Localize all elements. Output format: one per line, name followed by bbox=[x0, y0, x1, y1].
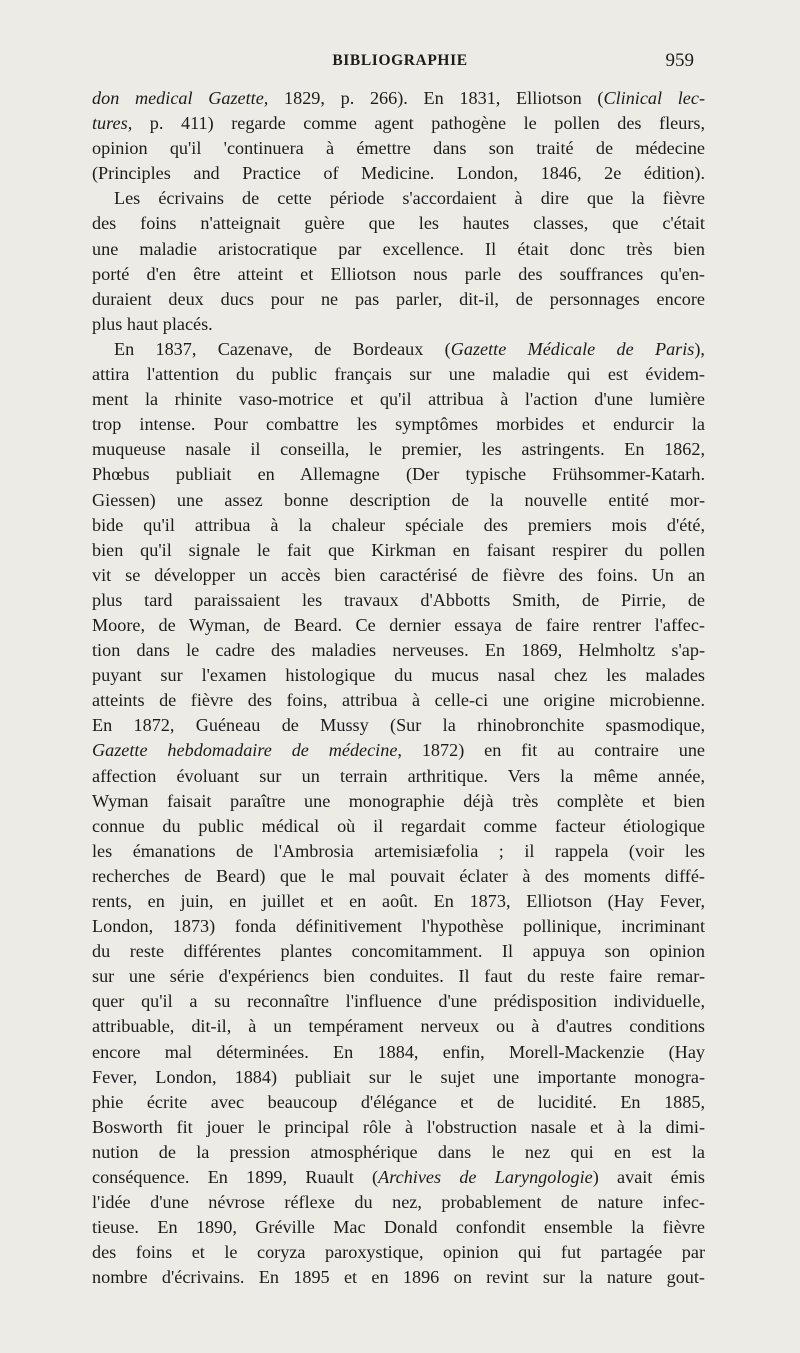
text-line bbox=[92, 1090, 705, 1115]
text-run: Phœbus publiait en Allemagne (Der typische Frühsommer-Katarh. bbox=[92, 464, 705, 485]
text-run: En 1837, Cazenave, de Bordeaux ( bbox=[114, 338, 451, 359]
text-run: Moore, de Wyman, de Beard. Ce dernier essaya de faire rentrer l'affec- bbox=[92, 614, 705, 635]
text-run: duraient deux ducs pour ne pas parler, dit-il, de personnages encore bbox=[92, 288, 705, 309]
text-line bbox=[92, 262, 705, 287]
text-run: attribuable, dit-il, à un tempérament nerveux ou à d'autres conditions bbox=[92, 1016, 705, 1037]
text-line bbox=[92, 588, 705, 613]
text-line bbox=[92, 211, 705, 236]
text-run: p. 411) regarde comme agent pathogène le pollen des fleurs, bbox=[132, 113, 705, 134]
text-line bbox=[92, 989, 705, 1014]
text-line bbox=[92, 237, 705, 262]
text-run: nombre d'écrivains. En 1895 et en 1896 on revint sur la nature gout- bbox=[92, 1267, 705, 1288]
text-run: une maladie aristocratique par excellence. Il était donc très bien bbox=[92, 238, 705, 259]
text-run: plus tard paraissaient les travaux d'Abbotts Smith, de Pirrie, de bbox=[92, 589, 705, 610]
text-line bbox=[92, 1190, 705, 1215]
text-run: Bosworth fit jouer le principal rôle à l'obstruction nasale et à la dimi- bbox=[92, 1116, 705, 1137]
body-text bbox=[92, 86, 705, 1291]
text-line bbox=[92, 437, 705, 462]
text-run: quer qu'il a su reconnaître l'influence d'une prédisposition individuelle, bbox=[92, 991, 705, 1012]
text-line bbox=[92, 964, 705, 989]
italic-text: Clinical lec- bbox=[603, 88, 705, 108]
text-run: vit se développer un accès bien caractérisé de fièvre des foins. Un an bbox=[92, 564, 705, 585]
text-line bbox=[92, 839, 705, 864]
text-run: plus haut placés. bbox=[92, 313, 213, 334]
text-line bbox=[92, 814, 705, 839]
text-run: tieuse. En 1890, Gréville Mac Donald confondit ensemble la fièvre bbox=[92, 1217, 705, 1238]
text-line bbox=[92, 1115, 705, 1140]
text-line bbox=[92, 412, 705, 437]
text-line bbox=[92, 1065, 705, 1090]
text-line bbox=[92, 488, 705, 513]
text-run: 1872) en fit au contraire une bbox=[401, 740, 705, 761]
text-run: Les écrivains de cette période s'accordaient à dire que la fièvre bbox=[114, 188, 705, 209]
italic-text: tures, bbox=[92, 113, 133, 134]
text-line bbox=[92, 337, 705, 362]
text-line bbox=[92, 663, 705, 688]
text-line bbox=[92, 889, 705, 914]
text-run: ment la rhinite vaso-motrice et qu'il attribua à l'action d'une lumière bbox=[92, 389, 705, 410]
text-run: ) avait émis bbox=[592, 1167, 705, 1188]
text-line bbox=[92, 1215, 705, 1240]
text-line bbox=[92, 387, 705, 412]
text-run: rents, en juin, en juillet et en août. En 1873, Elliotson (Hay Fever, bbox=[92, 891, 705, 911]
text-line bbox=[92, 1165, 705, 1190]
text-line bbox=[92, 538, 705, 563]
text-run: Fever, London, 1884) publiait sur le sujet une importante monogra- bbox=[92, 1066, 705, 1087]
italic-text: Gazette hebdomadaire de médecine, bbox=[92, 740, 402, 761]
text-run: bien qu'il signale le fait que Kirkman en faisant respirer du pollen bbox=[92, 539, 705, 560]
text-run: opinion qu'il 'continuera à émettre dans son traité de médecine bbox=[92, 138, 705, 159]
text-line bbox=[92, 864, 705, 889]
text-run: affection évoluant sur un terrain arthritique. Vers la même année, bbox=[92, 765, 705, 786]
text-run: nution de la pression atmosphérique dans le nez qui en est la bbox=[92, 1141, 705, 1162]
text-line bbox=[92, 563, 705, 588]
text-run: attira l'attention du public français sur une maladie qui est évidem- bbox=[92, 364, 705, 385]
text-run: En 1872, Guéneau de Mussy (Sur la rhinobronchite spasmodique, bbox=[92, 715, 705, 736]
text-run: des foins n'atteignait guère que les hautes classes, que c'était bbox=[92, 213, 705, 234]
text-line bbox=[92, 638, 705, 663]
text-line bbox=[92, 613, 705, 638]
italic-text: don medical Gazette, bbox=[92, 88, 269, 108]
italic-text: Archives de Laryngologie bbox=[378, 1167, 593, 1188]
text-run: des foins et le coryza paroxystique, opinion qui fut partagée par bbox=[92, 1242, 705, 1263]
text-line bbox=[92, 136, 705, 161]
text-line bbox=[92, 362, 705, 387]
text-line bbox=[92, 312, 705, 337]
text-line bbox=[92, 738, 705, 763]
text-run: ), bbox=[694, 338, 705, 359]
text-run: puyant sur l'examen histologique du mucus nasal chez les malades bbox=[92, 665, 705, 686]
text-run: tion dans le cadre des maladies nerveuses. En 1869, Helmholtz s'ap- bbox=[92, 640, 705, 661]
text-run: du reste différentes plantes concomitamment. Il appuya son opinion bbox=[92, 941, 705, 962]
text-run: sur une série d'expériencs bien conduites. Il faut du reste faire remar- bbox=[92, 966, 705, 987]
text-line bbox=[92, 161, 705, 186]
running-title: BIBLIOGRAPHIE bbox=[332, 52, 468, 69]
text-run: Giessen) une assez bonne description de la nouvelle entité mor- bbox=[92, 489, 705, 510]
text-run: London, 1873) fonda définitivement l'hypothèse pollinique, incriminant bbox=[92, 916, 705, 937]
text-run: bide qu'il attribua à la chaleur spéciale des premiers mois d'été, bbox=[92, 514, 705, 535]
text-line bbox=[92, 713, 705, 738]
text-line bbox=[92, 939, 705, 964]
text-line bbox=[92, 111, 705, 136]
text-run: porté d'en être atteint et Elliotson nous parle des souffrances qu'en- bbox=[92, 263, 705, 284]
text-line bbox=[92, 86, 705, 111]
text-line bbox=[92, 1040, 705, 1065]
page-number: 959 bbox=[665, 50, 694, 71]
text-line bbox=[92, 1140, 705, 1165]
text-line bbox=[92, 914, 705, 939]
running-head bbox=[0, 50, 800, 74]
text-line bbox=[92, 688, 705, 713]
text-run: l'idée d'une névrose réflexe du nez, probablement de nature infec- bbox=[92, 1192, 705, 1213]
text-run: conséquence. En 1899, Ruault ( bbox=[92, 1167, 379, 1188]
text-line bbox=[92, 1240, 705, 1265]
text-run: muqueuse nasale il conseilla, le premier, les astringents. En 1862, bbox=[92, 439, 705, 460]
text-line bbox=[92, 764, 705, 789]
text-run: Wyman faisait paraître une monographie déjà très complète et bien bbox=[92, 790, 705, 811]
text-run: trop intense. Pour combattre les symptômes morbides et endurcir la bbox=[92, 414, 705, 435]
italic-text: Gazette Médicale de Paris bbox=[450, 338, 695, 359]
text-run: recherches de Beard) que le mal pouvait éclater à des moments diffé- bbox=[92, 865, 705, 886]
text-line bbox=[92, 1265, 705, 1290]
text-run: 1829, p. 266). En 1831, Elliotson ( bbox=[268, 88, 604, 108]
text-run: atteints de fièvre des foins, attribua à celle-ci une origine microbienne. bbox=[92, 690, 705, 711]
text-line bbox=[92, 1014, 705, 1039]
text-run: (Principles and Practice of Medicine. London, 1846, 2e édition). bbox=[92, 163, 705, 184]
text-line bbox=[92, 789, 705, 814]
text-line bbox=[92, 462, 705, 487]
text-line bbox=[92, 513, 705, 538]
text-line bbox=[92, 186, 705, 211]
text-run: phie écrite avec beaucoup d'élégance et de lucidité. En 1885, bbox=[92, 1091, 705, 1112]
text-run: encore mal déterminées. En 1884, enfin, Morell-Mackenzie (Hay bbox=[92, 1041, 705, 1062]
text-line bbox=[92, 287, 705, 312]
text-run: les émanations de l'Ambrosia artemisiæfolia ; il rappela (voir les bbox=[92, 840, 705, 861]
text-run: connue du public médical où il regardait comme facteur étiologique bbox=[92, 815, 705, 836]
